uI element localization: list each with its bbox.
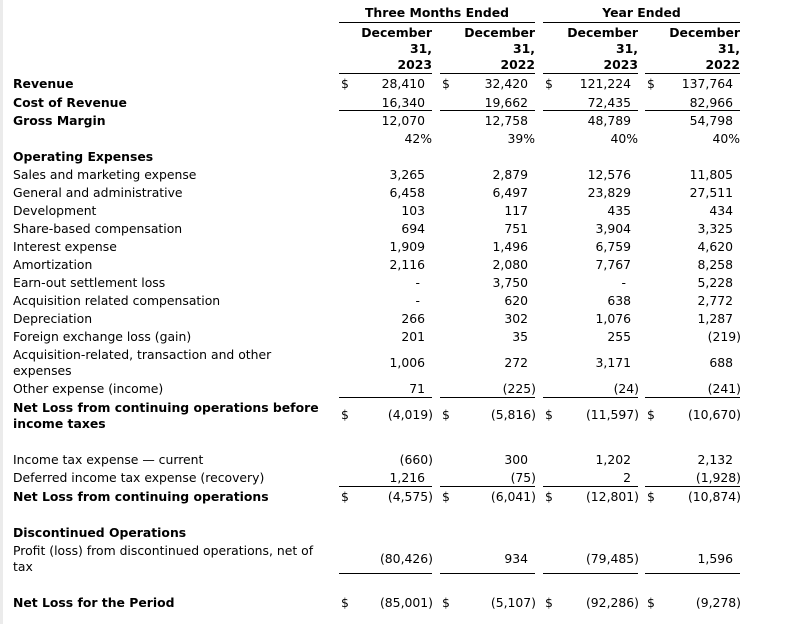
total-rule: [645, 397, 740, 398]
total-rule: [440, 110, 535, 111]
row-label-general-admin: General and administrative: [13, 185, 183, 200]
value-gross-margin-col4: 54,798: [689, 113, 733, 128]
value-general-admin-col1: 6,458: [389, 185, 425, 200]
currency-symbol: $: [341, 407, 349, 422]
value-share-based-col4: 3,325: [697, 221, 733, 236]
total-rule: [440, 397, 535, 398]
value-deferred-tax-col4: (1,928): [695, 470, 741, 485]
value-fx-col2: 35: [512, 329, 528, 344]
value-acq-other-col1: 1,006: [389, 355, 425, 370]
value-share-based-col3: 3,904: [595, 221, 631, 236]
column-header-fy-2023: [543, 25, 638, 73]
col-year: 2023: [603, 57, 638, 72]
value-acq-other-col4: 688: [709, 355, 733, 370]
value-general-admin-col3: 23,829: [587, 185, 631, 200]
value-deferred-tax-col3: 2: [623, 470, 631, 485]
value-income-tax-current-col4: 2,132: [697, 452, 733, 467]
column-header-q4-2022: [440, 25, 535, 73]
left-border: [0, 0, 3, 624]
value-fx-col1: 201: [401, 329, 425, 344]
total-rule: [339, 397, 432, 398]
value-depreciation-col3: 1,076: [595, 311, 631, 326]
total-rule: [543, 573, 638, 574]
value-earn-out-col2: 3,750: [492, 275, 528, 290]
value-interest-col1: 1,909: [389, 239, 425, 254]
value-earn-out-col4: 5,228: [697, 275, 733, 290]
col-day: 31,: [718, 41, 740, 56]
row-label-operating-expenses: Operating Expenses: [13, 149, 154, 164]
row-label-discontinued-ops: Discontinued Operations: [13, 525, 187, 540]
header-rule-three-months: [339, 22, 535, 23]
value-gross-margin-pct-col3: 40%: [610, 131, 638, 146]
row-label-amortization: Amortization: [13, 257, 93, 272]
value-amortization-col4: 8,258: [697, 257, 733, 272]
row-label-discontinued-profit: Profit (loss) from discontinued operations, net of tax: [13, 543, 314, 574]
value-development-col3: 435: [607, 203, 631, 218]
total-rule: [339, 110, 432, 111]
total-rule: [543, 110, 638, 111]
currency-symbol: $: [545, 407, 553, 422]
value-net-loss-continuing-col1: (4,575): [387, 489, 433, 504]
value-other-expense-col1: 71: [409, 381, 425, 396]
value-earn-out-col1: -: [415, 275, 420, 290]
value-discontinued-profit-col3: (79,485): [585, 551, 639, 566]
col-year: 2022: [705, 57, 740, 72]
value-other-expense-col3: (24): [613, 381, 639, 396]
value-discontinued-profit-col1: (80,426): [379, 551, 433, 566]
row-label-deferred-tax: Deferred income tax expense (recovery): [13, 470, 265, 485]
col-month: December: [361, 25, 432, 40]
header-rule-year: [543, 22, 740, 23]
value-net-loss-before-tax-col2: (5,816): [490, 407, 536, 422]
value-deferred-tax-col2: (75): [510, 470, 536, 485]
currency-symbol: $: [647, 489, 655, 504]
col-year: 2022: [500, 57, 535, 72]
row-label-acq-other: Acquisition-related, transaction and other expenses: [13, 347, 272, 378]
value-acq-comp-col1: -: [415, 293, 420, 308]
row-label-acq-comp: Acquisition related compensation: [13, 293, 221, 308]
value-interest-col2: 1,496: [492, 239, 528, 254]
total-rule: [440, 573, 535, 574]
row-label-net-loss-before-tax: Net Loss from continuing operations before income taxes: [13, 400, 319, 431]
total-rule: [339, 486, 432, 487]
value-revenue-col4: 137,764: [681, 76, 733, 91]
value-cost-of-revenue-col4: 82,966: [689, 95, 733, 110]
value-development-col2: 117: [504, 203, 528, 218]
currency-symbol: $: [341, 76, 349, 91]
row-label-income-tax-current: Income tax expense — current: [13, 452, 204, 467]
currency-symbol: $: [545, 76, 553, 91]
value-gross-margin-col1: 12,070: [381, 113, 425, 128]
column-header-fy-2022: [645, 25, 740, 73]
value-fx-col4: (219): [707, 329, 741, 344]
value-amortization-col3: 7,767: [595, 257, 631, 272]
value-interest-col4: 4,620: [697, 239, 733, 254]
value-net-loss-period-col3: (92,286): [585, 595, 639, 610]
column-rule: [645, 73, 740, 74]
value-depreciation-col4: 1,287: [697, 311, 733, 326]
row-label-depreciation: Depreciation: [13, 311, 93, 326]
row-label-other-expense: Other expense (income): [13, 381, 164, 396]
value-net-loss-period-col2: (5,107): [490, 595, 536, 610]
col-day: 31,: [410, 41, 432, 56]
value-gross-margin-pct-col4: 40%: [712, 131, 740, 146]
row-label-interest: Interest expense: [13, 239, 117, 254]
value-share-based-col1: 694: [401, 221, 425, 236]
row-label-net-loss-continuing: Net Loss from continuing operations: [13, 489, 269, 504]
row-label-fx: Foreign exchange loss (gain): [13, 329, 192, 344]
value-net-loss-period-col1: (85,001): [379, 595, 433, 610]
currency-symbol: $: [545, 489, 553, 504]
value-net-loss-continuing-col4: (10,874): [687, 489, 741, 504]
total-rule: [645, 573, 740, 574]
value-revenue-col2: 32,420: [484, 76, 528, 91]
value-share-based-col2: 751: [504, 221, 528, 236]
value-cost-of-revenue-col1: 16,340: [381, 95, 425, 110]
value-acq-comp-col2: 620: [504, 293, 528, 308]
value-sales-marketing-col1: 3,265: [389, 167, 425, 182]
column-rule: [440, 73, 535, 74]
value-revenue-col1: 28,410: [381, 76, 425, 91]
value-sales-marketing-col2: 2,879: [492, 167, 528, 182]
value-gross-margin-col2: 12,758: [484, 113, 528, 128]
value-general-admin-col2: 6,497: [492, 185, 528, 200]
currency-symbol: $: [341, 595, 349, 610]
value-acq-comp-col4: 2,772: [697, 293, 733, 308]
currency-symbol: $: [647, 595, 655, 610]
value-general-admin-col4: 27,511: [689, 185, 733, 200]
currency-symbol: $: [545, 595, 553, 610]
col-day: 31,: [513, 41, 535, 56]
currency-symbol: $: [341, 489, 349, 504]
value-cost-of-revenue-col2: 19,662: [484, 95, 528, 110]
column-header-q4-2023: [339, 25, 432, 73]
total-rule: [645, 486, 740, 487]
value-gross-margin-pct-col1: 42%: [404, 131, 432, 146]
value-amortization-col2: 2,080: [492, 257, 528, 272]
value-other-expense-col4: (241): [707, 381, 741, 396]
value-income-tax-current-col1: (660): [399, 452, 433, 467]
column-rule: [339, 73, 432, 74]
value-net-loss-before-tax-col1: (4,019): [387, 407, 433, 422]
col-month: December: [567, 25, 638, 40]
value-depreciation-col1: 266: [401, 311, 425, 326]
value-acq-other-col2: 272: [504, 355, 528, 370]
value-net-loss-before-tax-col4: (10,670): [687, 407, 741, 422]
row-label-gross-margin: Gross Margin: [13, 113, 106, 128]
total-rule: [543, 397, 638, 398]
value-amortization-col1: 2,116: [389, 257, 425, 272]
currency-symbol: $: [442, 76, 450, 91]
total-rule: [645, 110, 740, 111]
value-discontinued-profit-col2: 934: [504, 551, 528, 566]
value-net-loss-before-tax-col3: (11,597): [585, 407, 639, 422]
total-rule: [543, 486, 638, 487]
value-other-expense-col2: (225): [502, 381, 536, 396]
value-discontinued-profit-col4: 1,596: [697, 551, 733, 566]
value-cost-of-revenue-col3: 72,435: [587, 95, 631, 110]
value-interest-col3: 6,759: [595, 239, 631, 254]
row-label-share-based: Share-based compensation: [13, 221, 183, 236]
value-acq-other-col3: 3,171: [595, 355, 631, 370]
row-label-sales-marketing: Sales and marketing expense: [13, 167, 197, 182]
total-rule: [339, 573, 432, 574]
value-fx-col3: 255: [607, 329, 631, 344]
value-depreciation-col2: 302: [504, 311, 528, 326]
value-earn-out-col3: -: [621, 275, 626, 290]
currency-symbol: $: [442, 595, 450, 610]
value-gross-margin-col3: 48,789: [587, 113, 631, 128]
value-deferred-tax-col1: 1,216: [389, 470, 425, 485]
value-development-col1: 103: [401, 203, 425, 218]
value-development-col4: 434: [709, 203, 733, 218]
value-income-tax-current-col2: 300: [504, 452, 528, 467]
row-label-development: Development: [13, 203, 97, 218]
currency-symbol: $: [442, 407, 450, 422]
value-net-loss-continuing-col3: (12,801): [585, 489, 639, 504]
value-net-loss-continuing-col2: (6,041): [490, 489, 536, 504]
value-acq-comp-col3: 638: [607, 293, 631, 308]
value-sales-marketing-col4: 11,805: [689, 167, 733, 182]
col-year: 2023: [397, 57, 432, 72]
col-month: December: [464, 25, 535, 40]
value-income-tax-current-col3: 1,202: [595, 452, 631, 467]
value-revenue-col3: 121,224: [579, 76, 631, 91]
row-label-cost-of-revenue: Cost of Revenue: [13, 95, 127, 110]
currency-symbol: $: [442, 489, 450, 504]
value-sales-marketing-col3: 12,576: [587, 167, 631, 182]
total-rule: [440, 486, 535, 487]
col-month: December: [669, 25, 740, 40]
header-three-months: Three Months Ended: [364, 5, 510, 20]
currency-symbol: $: [647, 407, 655, 422]
header-year-ended: Year Ended: [602, 5, 681, 20]
row-label-net-loss-period: Net Loss for the Period: [13, 595, 175, 610]
col-day: 31,: [616, 41, 638, 56]
row-label-revenue: Revenue: [13, 76, 74, 91]
value-net-loss-period-col4: (9,278): [695, 595, 741, 610]
currency-symbol: $: [647, 76, 655, 91]
row-label-earn-out: Earn-out settlement loss: [13, 275, 166, 290]
column-rule: [543, 73, 638, 74]
value-gross-margin-pct-col2: 39%: [507, 131, 535, 146]
